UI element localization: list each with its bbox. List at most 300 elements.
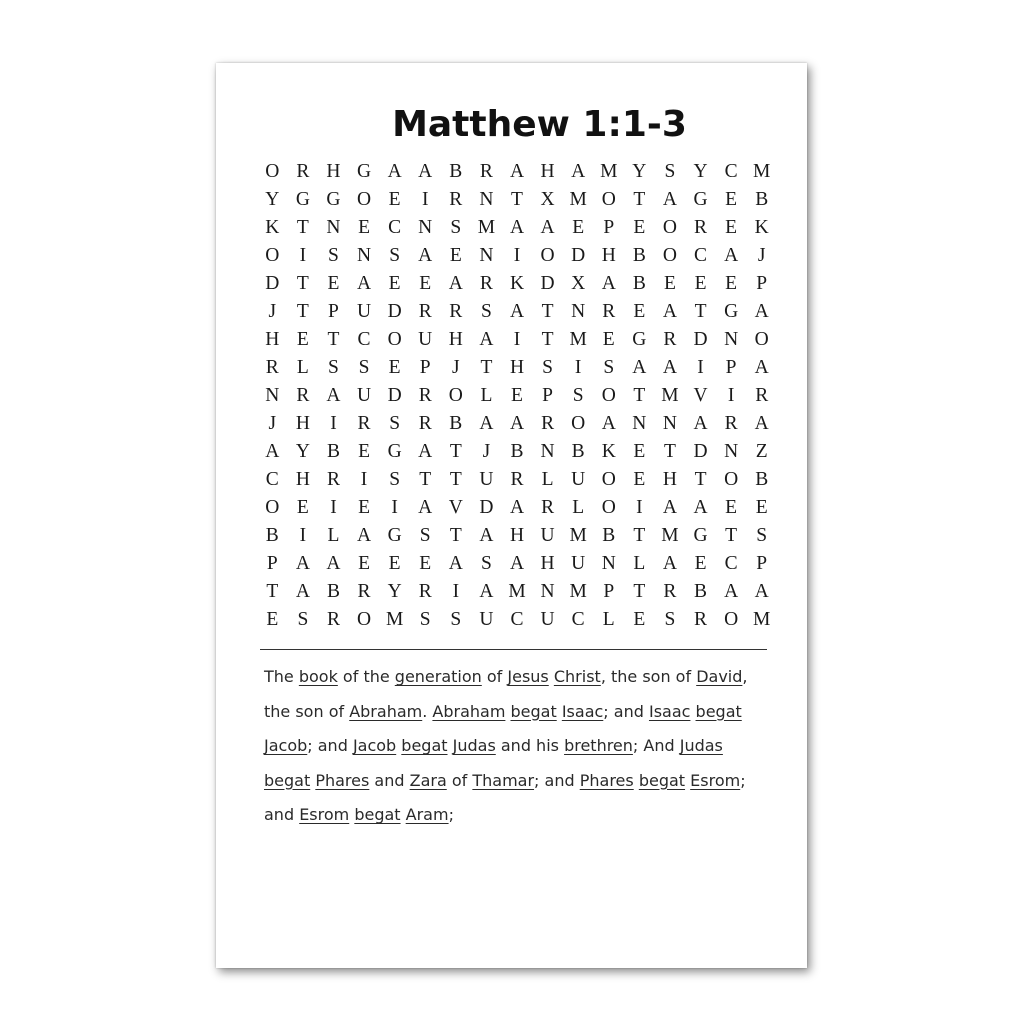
grid-letter: E (633, 469, 646, 490)
grid-letter: M (600, 161, 618, 182)
verse-text: of the (337, 667, 395, 686)
grid-letter: A (754, 357, 769, 378)
grid-letter: G (693, 189, 708, 210)
grid-letter: I (697, 357, 704, 378)
verse-text: , the son of (264, 667, 748, 721)
grid-letter: I (299, 525, 307, 546)
grid-letter: D (387, 385, 402, 406)
grid-letter: I (330, 413, 337, 434)
grid-letter: U (571, 553, 586, 574)
grid-letter: E (449, 245, 462, 266)
grid-letter: G (387, 525, 402, 546)
grid-letter: N (662, 413, 677, 434)
grid-letter: H (295, 469, 310, 490)
grid-letter: E (725, 497, 738, 518)
grid-letter: B (449, 413, 463, 434)
grid-letter: E (419, 273, 432, 294)
verse-text: of (481, 667, 508, 686)
grid-letter: I (452, 581, 460, 602)
grid-letter: T (327, 329, 340, 350)
grid-letter: B (571, 441, 585, 462)
worksheet-page (216, 63, 807, 968)
verse-text: The (264, 667, 299, 686)
grid-letter: S (450, 609, 462, 630)
grid-letter: I (727, 385, 735, 406)
grid-letter: E (388, 357, 401, 378)
grid-letter: A (601, 413, 616, 434)
verse-text: ; and (534, 770, 580, 790)
grid-letter: S (358, 357, 370, 378)
grid-letter: E (358, 217, 370, 238)
grid-letter: U (418, 329, 433, 350)
grid-letter: O (601, 385, 616, 406)
grid-letter: S (389, 469, 401, 490)
grid-letter: R (694, 609, 708, 630)
grid-letter: E (633, 441, 646, 462)
search-word: Zara (409, 770, 447, 790)
grid-letter: O (387, 329, 402, 350)
grid-letter: L (327, 525, 340, 546)
grid-letter: B (510, 441, 524, 462)
search-word: begat (354, 805, 401, 824)
grid-letter: E (755, 497, 768, 518)
grid-letter: H (601, 245, 616, 266)
grid-letter: A (509, 413, 525, 434)
grid-letter: T (633, 581, 646, 602)
grid-letter: D (540, 273, 555, 294)
grid-letter: P (328, 301, 339, 322)
grid-letter: M (569, 525, 587, 546)
grid-letter: T (511, 189, 523, 210)
grid-letter: P (603, 217, 615, 238)
grid-letter: I (513, 329, 521, 350)
grid-letter: A (693, 497, 708, 518)
search-word: Esrom (299, 805, 350, 824)
grid-letter: I (299, 245, 307, 266)
grid-letter: R (755, 385, 769, 406)
grid-letter: E (296, 329, 309, 350)
grid-letter: S (389, 245, 401, 266)
grid-letter: O (601, 469, 616, 490)
grid-letter: O (265, 161, 280, 182)
grid-letter: T (694, 301, 707, 322)
grid-letter: A (662, 189, 677, 210)
grid-letter: E (633, 301, 646, 322)
grid-letter: E (633, 217, 646, 238)
grid-letter: E (358, 497, 370, 518)
grid-letter: P (419, 357, 431, 378)
grid-letter: T (449, 441, 462, 462)
grid-letter: A (540, 217, 555, 238)
search-word: Jacob (264, 736, 308, 755)
grid-letter: A (601, 273, 616, 294)
grid-letter: U (540, 609, 555, 630)
grid-letter: H (509, 357, 525, 378)
grid-letter: A (754, 301, 769, 322)
grid-letter: C (694, 245, 708, 266)
grid-letter: V (448, 497, 463, 518)
grid-letter: C (724, 161, 738, 182)
grid-letter: M (508, 581, 526, 602)
search-word: begat (264, 770, 311, 790)
grid-letter: A (632, 357, 647, 378)
search-word: Jesus (507, 667, 549, 686)
grid-letter: J (268, 301, 277, 322)
grid-letter: S (328, 245, 339, 266)
grid-letter: A (418, 497, 433, 518)
grid-letter: I (360, 469, 368, 490)
grid-letter: A (357, 525, 372, 546)
grid-letter: K (754, 217, 769, 238)
grid-letter: M (569, 329, 587, 350)
grid-letter: N (265, 385, 280, 406)
grid-letter: T (633, 385, 646, 406)
grid-letter: S (664, 161, 676, 182)
grid-letter: E (725, 273, 738, 294)
grid-letter: E (266, 609, 279, 630)
search-word: Judas (679, 736, 723, 755)
grid-letter: A (662, 301, 677, 322)
grid-letter: A (479, 413, 494, 434)
grid-letter: E (694, 553, 707, 574)
grid-letter: S (419, 525, 431, 546)
grid-letter: I (421, 189, 429, 210)
grid-letter: N (326, 217, 341, 238)
grid-letter: U (540, 525, 555, 546)
grid-letter: Y (387, 581, 402, 602)
grid-letter: L (602, 609, 615, 630)
grid-letter: A (479, 581, 494, 602)
grid-letter: S (480, 553, 492, 574)
grid-letter: U (357, 301, 372, 322)
grid-letter: E (388, 273, 401, 294)
grid-letter: Y (295, 441, 310, 462)
grid-letter: T (633, 525, 646, 546)
grid-letter: I (330, 497, 337, 518)
grid-letter: E (572, 217, 585, 238)
grid-letter: P (542, 385, 553, 406)
search-word: Phares (315, 770, 370, 790)
grid-letter: E (388, 189, 401, 210)
grid-letter: H (265, 329, 280, 350)
grid-letter: O (724, 609, 739, 630)
grid-letter: A (724, 245, 739, 266)
search-word: Phares (579, 770, 634, 790)
grid-letter: B (755, 189, 769, 210)
grid-letter: M (753, 609, 771, 630)
grid-letter: O (448, 385, 463, 406)
grid-letter: R (296, 385, 310, 406)
grid-letter: J (757, 245, 766, 266)
grid-letter: S (480, 301, 492, 322)
grid-letter: A (479, 329, 494, 350)
grid-letter: A (509, 301, 525, 322)
grid-letter: Y (265, 189, 280, 210)
grid-letter: T (296, 301, 309, 322)
scripture-passage (264, 660, 764, 833)
search-word: begat (638, 770, 686, 790)
grid-letter: D (693, 441, 708, 462)
verse-text: and his (495, 736, 565, 755)
grid-letter: R (663, 581, 677, 602)
grid-letter: H (509, 525, 525, 546)
grid-letter: T (541, 301, 554, 322)
grid-letter: O (265, 497, 280, 518)
grid-letter: O (601, 497, 616, 518)
grid-letter: A (448, 553, 463, 574)
grid-letter: G (357, 161, 372, 182)
grid-letter: T (419, 469, 432, 490)
grid-letter: N (601, 553, 616, 574)
grid-letter: L (541, 469, 554, 490)
verse-text: ; and (264, 770, 746, 824)
grid-letter: B (326, 441, 340, 462)
grid-letter: G (693, 525, 708, 546)
grid-letter: A (724, 581, 739, 602)
grid-letter: E (358, 553, 370, 574)
page-title: Matthew 1:1-3 (392, 104, 687, 145)
grid-letter: B (632, 245, 646, 266)
grid-letter: E (388, 553, 401, 574)
grid-letter: T (663, 441, 676, 462)
grid-letter: L (296, 357, 309, 378)
search-word: Abraham (349, 701, 423, 721)
grid-letter: A (357, 273, 372, 294)
grid-letter: J (268, 413, 277, 434)
grid-letter: E (633, 609, 646, 630)
grid-letter: R (296, 161, 310, 182)
grid-letter: P (756, 553, 768, 574)
grid-letter: C (510, 609, 524, 630)
grid-letter: O (357, 609, 372, 630)
verse-text: ; And (632, 736, 680, 755)
grid-letter: S (389, 413, 401, 434)
grid-letter: Y (632, 161, 647, 182)
grid-letter: R (326, 469, 340, 490)
grid-letter: O (754, 329, 769, 350)
grid-letter: E (725, 189, 738, 210)
grid-letter: G (724, 301, 739, 322)
grid-letter: G (326, 189, 341, 210)
grid-letter: N (632, 413, 647, 434)
grid-letter: O (724, 469, 739, 490)
grid-letter: B (602, 525, 616, 546)
grid-letter: E (511, 385, 523, 406)
grid-letter: B (265, 525, 279, 546)
grid-letter: A (662, 497, 677, 518)
grid-letter: C (724, 553, 738, 574)
grid-letter: A (387, 161, 402, 182)
grid-letter: N (357, 245, 372, 266)
search-word: Judas (452, 736, 496, 755)
grid-letter: M (661, 385, 679, 406)
grid-letter: E (327, 273, 340, 294)
grid-letter: R (724, 413, 738, 434)
grid-letter: M (661, 525, 679, 546)
grid-letter: X (540, 189, 555, 210)
grid-letter: I (391, 497, 398, 518)
grid-letter: A (509, 161, 525, 182)
grid-letter: L (633, 553, 646, 574)
search-word: brethren (564, 736, 633, 755)
verse-text: of (446, 770, 473, 790)
grid-letter: O (540, 245, 555, 266)
grid-letter: A (509, 553, 525, 574)
grid-letter: R (694, 217, 708, 238)
grid-letter: R (541, 497, 555, 518)
grid-letter: R (541, 413, 555, 434)
grid-letter: O (571, 413, 586, 434)
grid-letter: P (266, 553, 278, 574)
grid-letter: R (265, 357, 279, 378)
grid-letter: J (482, 441, 491, 462)
grid-letter: C (357, 329, 371, 350)
grid-letter: H (540, 553, 555, 574)
grid-letter: P (603, 581, 615, 602)
grid-letter: S (328, 357, 339, 378)
grid-letter: U (571, 469, 586, 490)
grid-letter: N (479, 189, 494, 210)
grid-letter: M (477, 217, 496, 238)
grid-letter: B (326, 581, 340, 602)
search-word: begat (695, 701, 742, 721)
grid-letter: A (448, 273, 463, 294)
grid-letter: A (326, 385, 341, 406)
grid-letter: A (326, 553, 341, 574)
grid-letter: H (540, 161, 555, 182)
grid-letter: A (509, 497, 525, 518)
grid-letter: E (725, 217, 738, 238)
grid-letter: H (448, 329, 463, 350)
grid-letter: G (632, 329, 647, 350)
grid-letter: M (569, 581, 587, 602)
grid-letter: V (693, 385, 708, 406)
grid-letter: R (357, 413, 371, 434)
grid-letter: A (754, 413, 769, 434)
word-search-grid (257, 158, 777, 634)
grid-letter: N (540, 581, 555, 602)
grid-letter: T (480, 357, 493, 378)
grid-letter: E (663, 273, 676, 294)
grid-letter: R (449, 301, 463, 322)
grid-letter: T (296, 217, 309, 238)
verse-text: ; (448, 805, 454, 824)
grid-letter: T (725, 525, 738, 546)
grid-letter: B (755, 469, 769, 490)
grid-letter: A (418, 441, 433, 462)
grid-letter: A (418, 245, 433, 266)
grid-letter: K (509, 273, 525, 294)
search-word: Isaac (561, 701, 604, 721)
grid-letter: R (449, 189, 463, 210)
grid-letter: A (265, 441, 280, 462)
grid-letter: M (753, 161, 771, 182)
grid-letter: G (387, 441, 402, 462)
divider (260, 649, 767, 650)
grid-letter: E (602, 329, 615, 350)
grid-letter: A (295, 581, 310, 602)
search-word: book (298, 667, 338, 686)
grid-letter: O (662, 217, 677, 238)
grid-letter: B (632, 273, 646, 294)
grid-letter: A (479, 525, 494, 546)
grid-letter: N (571, 301, 586, 322)
grid-letter: B (694, 581, 708, 602)
grid-letter: I (513, 245, 521, 266)
grid-letter: L (480, 385, 493, 406)
grid-letter: P (756, 273, 768, 294)
grid-letter: A (662, 357, 677, 378)
grid-letter: S (419, 609, 431, 630)
grid-letter: C (571, 609, 585, 630)
grid-letter: R (418, 385, 432, 406)
grid-letter: M (385, 609, 404, 630)
grid-letter: S (572, 385, 584, 406)
grid-letter: O (265, 245, 280, 266)
grid-letter: U (357, 385, 372, 406)
search-word: Christ (553, 667, 601, 686)
grid-letter: T (449, 469, 462, 490)
grid-letter: N (479, 245, 494, 266)
grid-letter: S (603, 357, 615, 378)
grid-letter: Y (693, 161, 708, 182)
grid-letter: G (295, 189, 310, 210)
search-word: Abraham (432, 701, 506, 721)
grid-letter: C (265, 469, 279, 490)
grid-letter: X (571, 273, 586, 294)
grid-letter: E (296, 497, 309, 518)
grid-letter: S (450, 217, 462, 238)
grid-letter: R (510, 469, 524, 490)
grid-letter: R (663, 329, 677, 350)
grid-letter: D (265, 273, 280, 294)
search-word: Aram (405, 805, 449, 824)
grid-letter: K (265, 217, 280, 238)
grid-letter: S (664, 609, 676, 630)
grid-letter: I (636, 497, 643, 518)
grid-letter: R (357, 581, 371, 602)
grid-letter: B (449, 161, 463, 182)
search-word: Esrom (690, 770, 741, 790)
grid-letter: A (693, 413, 708, 434)
grid-letter: R (479, 161, 493, 182)
verse-text: ; and (307, 736, 353, 755)
search-word: David (696, 667, 743, 686)
search-word: Thamar (472, 770, 535, 790)
grid-letter: T (541, 329, 554, 350)
search-word: begat (401, 736, 448, 755)
grid-letter: E (419, 553, 432, 574)
grid-letter: T (633, 189, 646, 210)
grid-letter: S (756, 525, 768, 546)
grid-letter: I (574, 357, 582, 378)
grid-letter: K (601, 441, 616, 462)
grid-letter: H (662, 469, 677, 490)
grid-letter: N (724, 441, 739, 462)
grid-letter: J (452, 357, 460, 378)
grid-letter: H (295, 413, 310, 434)
grid-letter: Z (755, 441, 768, 462)
grid-letter: R (418, 301, 432, 322)
grid-letter: O (357, 189, 372, 210)
grid-letter: T (296, 273, 309, 294)
grid-letter: A (418, 161, 433, 182)
grid-letter: U (479, 609, 494, 630)
grid-letter: O (662, 245, 677, 266)
search-word: Isaac (648, 701, 691, 721)
grid-letter: L (572, 497, 585, 518)
grid-letter: E (694, 273, 707, 294)
